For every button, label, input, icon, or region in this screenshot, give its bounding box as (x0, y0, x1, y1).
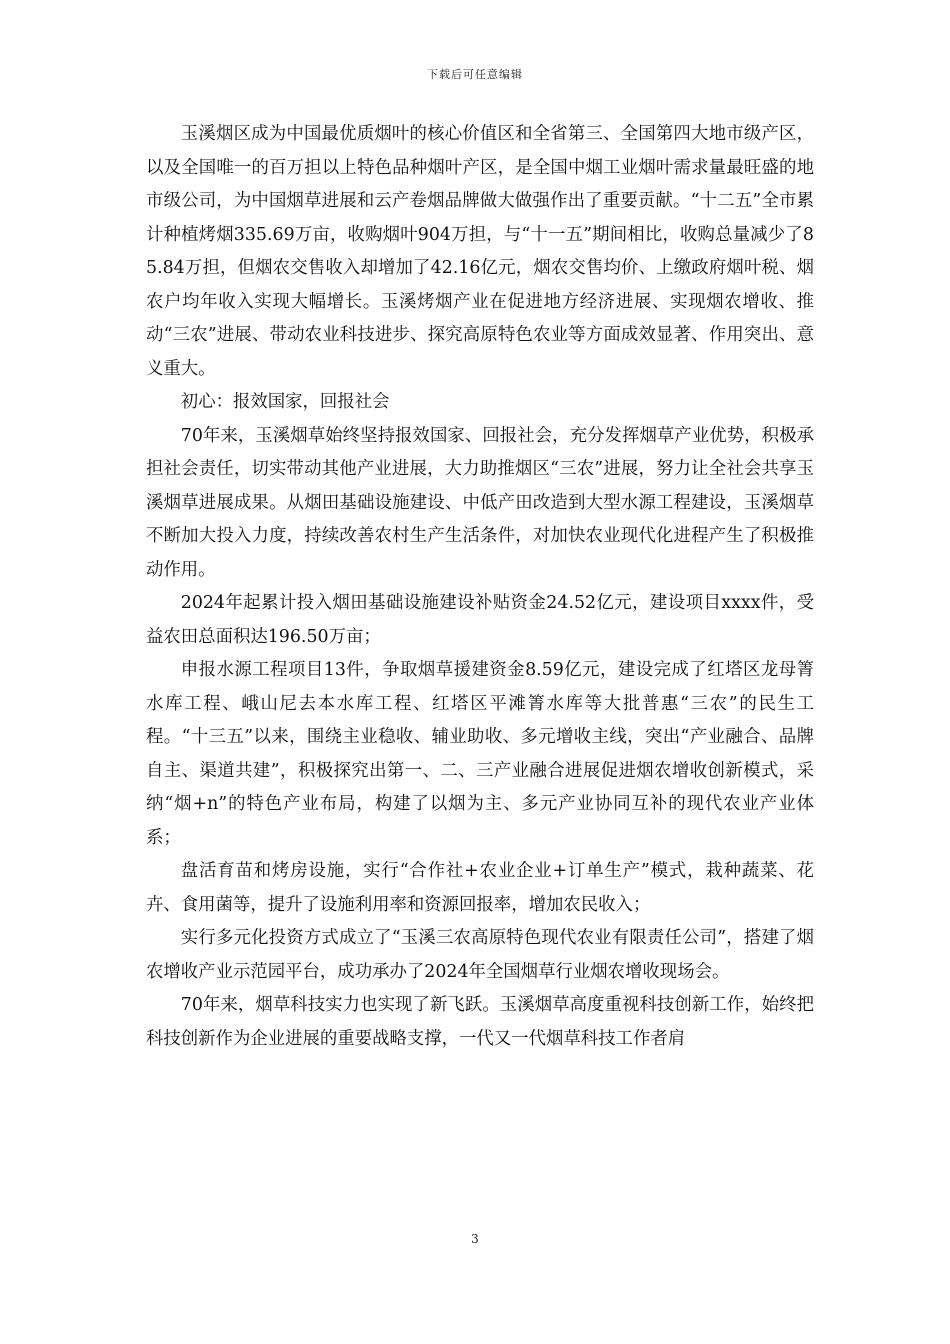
paragraph: 70年来，烟草科技实力也实现了新飞跃。玉溪烟草高度重视科技创新工作，始终把科技创新作为企业进展的重要战略支撑，一代又一代烟草科技工作者肩 (146, 995, 814, 1049)
section-heading: 初心：报效国家，回报社会 (180, 392, 390, 412)
paragraph: 70年来，玉溪烟草始终坚持报效国家、回报社会，充分发挥烟草产业优势，积极承担社会责任，切实带动其他产业进展，大力助推烟区“三农”进展，努力让全社会共享玉溪烟草进展成果。从烟田基础设施建设、中低产田改造到大型水源工程建设，玉溪烟草不断加大投入力度，持续改善农村生产生活条件，对加快农业现代化进程产生了积极推动作用。 (146, 425, 814, 580)
paragraph: 2024年起累计投入烟田基础设施建设补贴资金24.52亿元，建设项目xxxx件，受益农田总面积达196.50万亩； (146, 593, 814, 647)
document-body (146, 118, 814, 1056)
paragraph: 实行多元化投资方式成立了“玉溪三农高原特色现代农业有限责任公司”，搭建了烟农增收产业示范园平台，成功承办了2024年全国烟草行业烟农增收现场会。 (146, 928, 814, 982)
paragraph: 盘活育苗和烤房设施，实行“合作社+农业企业+订单生产”模式，栽种蔬菜、花卉、食用菌等，提升了设施利用率和资源回报率，增加农民收入； (146, 861, 814, 915)
paragraph: 玉溪烟区成为中国最优质烟叶的核心价值区和全省第三、全国第四大地市级产区，以及全国唯一的百万担以上特色品种烟叶产区，是全国中烟工业烟叶需求量最旺盛的地市级公司，为中国烟草进展和云产卷烟品牌做大做强作出了重要贡献。“十二五”全市累计种植烤烟335.69万亩，收购烟叶904万担，与“十一五”期间相比，收购总量减少了85.84万担，但烟农交售收入却增加了42.16亿元，烟农交售均价、上缴政府烟叶税、烟农户均年收入实现大幅增长。玉溪烤烟产业在促进地方经济进展、实现烟农增收、推动“三农”进展、带动农业科技进步、探究高原特色农业等方面成效显著、作用突出、意义重大。 (146, 124, 814, 379)
page-header: 下载后可任意编辑 (427, 68, 523, 81)
paragraph: 申报水源工程项目13件，争取烟草援建资金8.59亿元，建设完成了红塔区龙母箐水库工程、峨山尼去本水库工程、红塔区平滩箐水库等大批普惠“三农”的民生工程。“十三五”以来，围绕主业稳收、辅业助收、多元增收主线，突出“产业融合、品牌自主、渠道共建”，积极探究出第一、二、三产业融合进展促进烟农增收创新模式，采纳“烟+n”的特色产业布局，构建了以烟为主、多元产业协同互补的现代农业产业体系； (146, 660, 814, 848)
page-number: 3 (471, 1232, 479, 1246)
